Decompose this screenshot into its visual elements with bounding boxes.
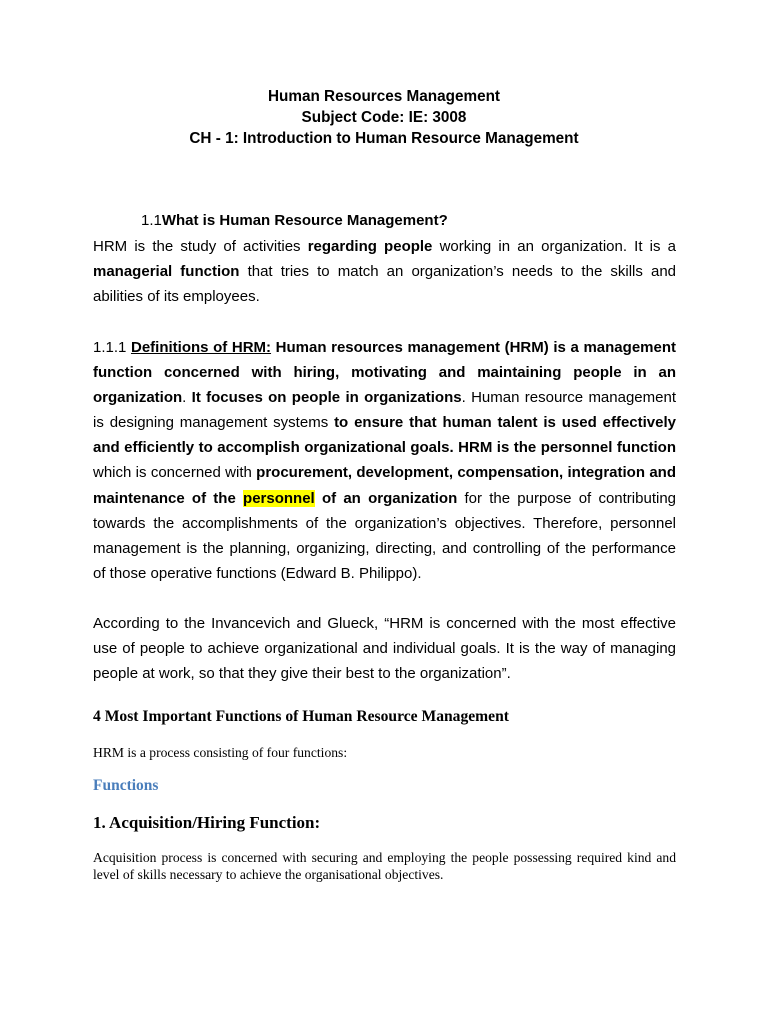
text-run: that tries to match an organization’s needs to the skills and abilities of its employees. [93,263,677,306]
bold-run: managerial function [93,263,240,281]
bold-run: It focuses on people in organizations [191,389,462,407]
invancevich-quote-paragraph: According to the Invancevich and Glueck, “HRM is concerned with the most effective use of people to achieve organizational and individual goals. It is the way of managing people at work, so that they give their best to the organization”. [93,615,676,683]
bold-run: of an organization [314,489,458,507]
functions-heading: 4 Most Important Functions of Human Resource Management [93,708,509,725]
text-run: HRM is the study of activities [93,238,308,255]
subsection-heading: Definitions of HRM: [130,339,272,356]
hrm-definition-paragraph [93,234,676,309]
section-title: What is Human Resource Management? [161,212,448,229]
text-run: . Human resource management is designing management systems [93,389,676,432]
bold-run: Human resources management (HRM) is a management function concerned with hiring, motivating and maintaining people in an organization [93,339,676,407]
bold-run: regarding people [307,238,433,255]
acquisition-heading: 1. Acquisition/Hiring Function: [93,813,321,832]
acquisition-text: Acquisition process is concerned with securing and employing the people possessing required kind and level of skills necessary to achieve the organisational objectives. [93,850,676,882]
text-run: . [182,389,192,407]
section-heading-1-1 [141,211,448,231]
text-run: working in an organization. It is a [432,238,677,255]
section-number: 1.1 [141,212,162,229]
functions-intro: HRM is a process consisting of four functions: [93,745,348,760]
highlighted-word: personnel [243,489,315,507]
bold-run: to ensure that human talent is used effectively and efficiently to accomplish organizational goals. HRM is the personnel function [93,414,676,457]
text-run: for the purpose of contributing towards the accomplishments of the organization’s objectives. Therefore, personnel management is the planning, organizing, directing, and controlling of the performance of those operative functions (Edward B. Philippo). [93,489,677,582]
chapter-title: CH - 1: Introduction to Human Resource Management [189,130,579,147]
subsection-number: 1.1.1 [93,339,131,356]
definitions-paragraph [93,335,676,586]
text-run: which is concerned with [93,464,257,482]
document-title-block [0,86,768,149]
bold-run: procurement, development, compensation, integration and maintenance of the [93,464,676,507]
course-title: Human Resources Management [267,88,501,105]
subject-code: Subject Code: IE: 3008 [301,109,467,126]
functions-subheading: Functions [93,777,159,794]
